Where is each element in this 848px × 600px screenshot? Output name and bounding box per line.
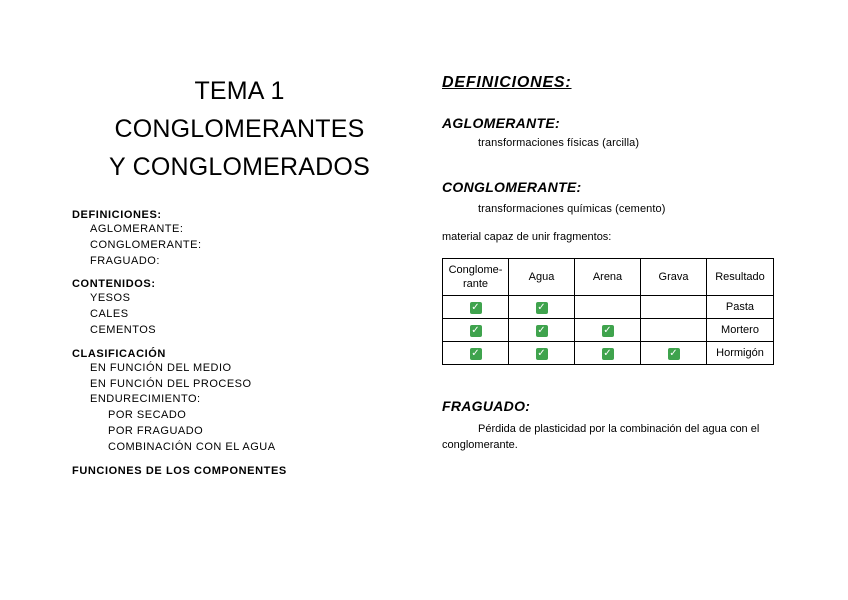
conglomerante-text: transformaciones químicas (cemento) — [478, 203, 666, 215]
aglomerante-heading: AGLOMERANTE: — [442, 115, 560, 131]
title-line-2: CONGLOMERANTES — [114, 115, 365, 143]
table-cell — [575, 319, 641, 342]
table-row — [443, 296, 774, 319]
composition-table — [442, 258, 774, 365]
outline-item: CALES — [90, 308, 129, 321]
table-cell — [575, 342, 641, 365]
conglomerante-heading: CONGLOMERANTE: — [442, 179, 582, 195]
material-text: material capaz de unir fragmentos: — [442, 231, 612, 243]
table-cell — [641, 319, 707, 342]
check-icon: ✓ — [603, 347, 612, 359]
table-cell — [443, 296, 509, 319]
result-cell: Pasta — [707, 296, 774, 319]
header-resultado: Resultado — [707, 259, 774, 296]
outline-item: CEMENTOS — [90, 323, 157, 336]
check-icon: ✓ — [471, 347, 480, 359]
outline-item: EN FUNCIÓN DEL MEDIO — [90, 361, 232, 374]
outline-item: POR SECADO — [108, 409, 187, 422]
title-line-1: TEMA 1 — [194, 77, 285, 105]
table-header-row — [443, 259, 774, 296]
header-conglomerante: Conglome- rante — [443, 259, 509, 296]
check-icon: ✓ — [471, 324, 480, 336]
definitions-heading: DEFINICIONES: — [442, 74, 572, 91]
table-row — [443, 342, 774, 365]
table-cell — [641, 342, 707, 365]
header-agua: Agua — [509, 259, 575, 296]
outline-item: ENDURECIMIENTO: — [90, 393, 201, 406]
fraguado-heading: FRAGUADO: — [442, 398, 531, 414]
check-icon: ✓ — [603, 324, 612, 336]
outline-section-heading: DEFINICIONES: — [72, 209, 162, 221]
outline-item: POR FRAGUADO — [108, 424, 204, 437]
title-line-3: Y CONGLOMERADOS — [109, 153, 370, 181]
outline-item: AGLOMERANTE: — [90, 223, 184, 235]
header-arena: Arena — [575, 259, 641, 296]
outline-item: COMBINACIÓN CON EL AGUA — [108, 440, 276, 453]
aglomerante-text: transformaciones físicas (arcilla) — [478, 137, 640, 149]
table-cell — [509, 342, 575, 365]
outline-item: CONGLOMERANTE: — [90, 238, 202, 251]
table-cell — [443, 319, 509, 342]
table-row — [443, 319, 774, 342]
outline-item: FRAGUADO: — [90, 254, 160, 267]
table-cell — [575, 296, 641, 319]
result-cell: Mortero — [707, 319, 774, 342]
table-cell — [641, 296, 707, 319]
result-cell: Hormigón — [707, 342, 774, 365]
check-icon: ✓ — [537, 324, 546, 336]
outline-item: EN FUNCIÓN DEL PROCESO — [90, 377, 252, 390]
outline-item: YESOS — [90, 292, 131, 305]
definitions-column — [442, 72, 782, 453]
outline-column — [72, 72, 407, 478]
outline-section-heading: CONTENIDOS: — [72, 278, 156, 291]
table-cell — [443, 342, 509, 365]
header-grava: Grava — [641, 259, 707, 296]
check-icon: ✓ — [537, 301, 546, 313]
outline-section-heading: CLASIFICACIÓN — [72, 347, 166, 360]
check-icon: ✓ — [471, 301, 480, 313]
table-body — [443, 296, 774, 365]
outline-section-heading: FUNCIONES DE LOS COMPONENTES — [72, 464, 287, 477]
fraguado-text: Pérdida de plasticidad por la combinación del agua con el conglomerante. — [442, 423, 760, 451]
check-icon: ✓ — [669, 347, 678, 359]
table-cell — [509, 319, 575, 342]
check-icon: ✓ — [537, 347, 546, 359]
page-title — [72, 72, 407, 186]
table-cell — [509, 296, 575, 319]
outline-list — [72, 208, 407, 478]
